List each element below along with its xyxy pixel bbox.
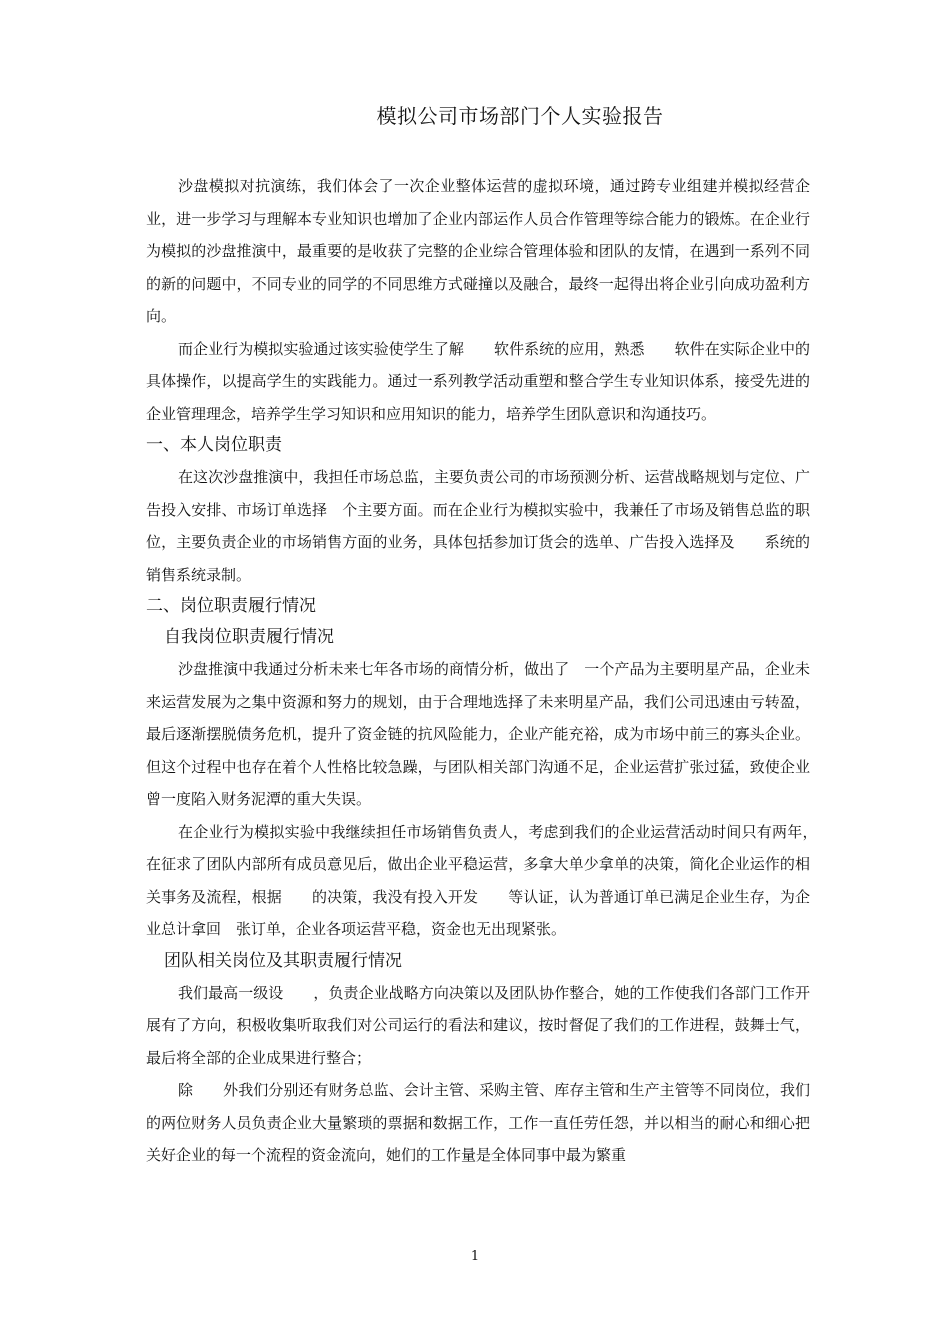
page-number: 1 — [470, 1249, 480, 1264]
subsection-self-paragraph-2: 在企业行为模拟实验中我继续担任市场销售负责人，考虑到我们的企业运营活动时间只有两年， 在征求了团队内部所有成员意见后，做出企业平稳运营，多拿大单少拿单的决策，简化企业运作的相关事务及流程，根据 的决策，我没有投入开发 等认证，认为普通订单已满足企业生存，为企业总计拿回 张订单，企业各项运营平稳，资金也无出现紧张。 — [146, 822, 826, 938]
intro-paragraph-1: 沙盘模拟对抗演练，我们体会了一次企业整体运营的虚拟环境，通过跨专业组建并模拟经营企业，进一步学习与理解本专业知识也增加了企业内部运作人员合作管理等综合能力的锻炼。在企业行为模拟的沙盘推演中，最重要的是收获了完整的企业综合管理体验和团队的友情，在遇到一系列不同的新的问题中，不同专业的同学的不同思维方式碰撞以及融合，最终一起得出将企业引向成功盈利方向。 — [146, 177, 810, 325]
subsection-team-paragraph-1: 我们最高一级设 ，负责企业战略方向决策以及团队协作整合，她的工作使我们各部门工作开展有了方向，积极收集听取我们对公司运行的看法和建议，按时督促了我们的工作进程，鼓舞士气，最后将全部的企业成果进行整合； — [146, 983, 810, 1067]
section-1-paragraph: 在这次沙盘推演中，我担任市场总监，主要负责公司的市场预测分析、运营战略规划与定位、广告投入安排、市场订单选择 个主要方面。而在企业行为模拟实验中，我兼任了市场及销售总监的职位，主要负责企业的市场销售方面的业务，具体包括参加订货会的选单、广告投入选择及 系统的销售系统录制。 — [146, 468, 810, 584]
document-body — [146, 170, 826, 1172]
subsection-team-heading: 团队相关岗位及其职责履行情况 — [164, 950, 402, 971]
subsection-self-paragraph-1: 沙盘推演中我通过分析未来七年各市场的商情分析，做出了 一个产品为主要明星产品，企业未来运营发展为之集中资源和努力的规划，由于合理地选择了未来明星产品，我们公司迅速由亏转盈，最后逐渐摆脱债务危机，提升了资金链的抗风险能力，企业产能充裕，成为市场中前三的寡头企业。但这个过程中也存在着个人性格比较急躁，与团队相关部门沟通不足，企业运营扩张过猛，致使企业曾一度陷入财务泥潭的重大失误。 — [146, 660, 810, 808]
section-2-heading: 二、岗位职责履行情况 — [146, 596, 316, 616]
subsection-self-heading: 自我岗位职责履行情况 — [164, 627, 334, 647]
intro-paragraph-2: 而企业行为模拟实验通过该实验使学生了解 软件系统的应用，熟悉 软件在实际企业中的具体操作，以提高学生的实践能力。通过一系列教学活动重塑和整合学生专业知识体系，接受先进的企业管理理念，培养学生学习知识和应用知识的能力，培养学生团队意识和沟通技巧。 — [146, 339, 810, 423]
section-1-heading: 一、本人岗位职责 — [146, 435, 282, 455]
document-title: 模拟公司市场部门个人实验报告 — [376, 104, 664, 128]
subsection-team-paragraph-2: 除 外我们分别还有财务总监、会计主管、采购主管、库存主管和生产主管等不同岗位，我们的两位财务人员负责企业大量繁琐的票据和数据工作，工作一直任劳任怨，并以相当的耐心和细心把关好企业的每一个流程的资金流向，她们的工作量是全体同事中最为繁重 — [146, 1081, 810, 1164]
